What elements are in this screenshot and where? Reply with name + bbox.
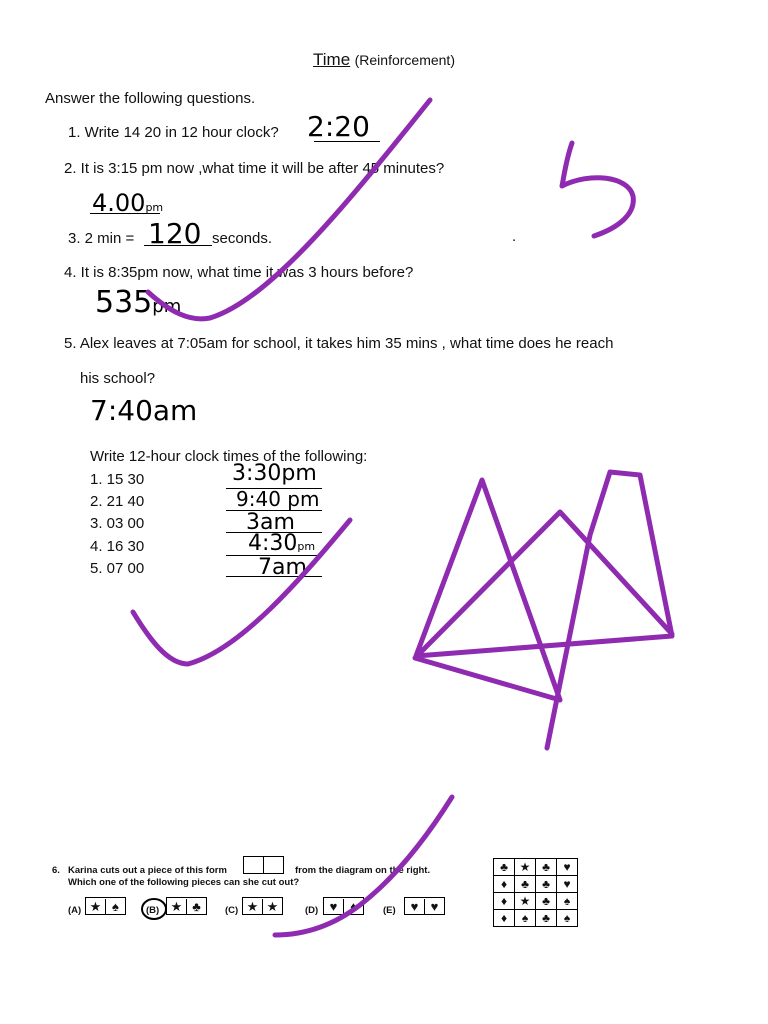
q6-form-shape — [243, 856, 284, 874]
option-label: (B) — [146, 905, 160, 916]
grid-cell: ♣ — [536, 876, 557, 893]
q6-line1a: Karina cuts out a piece of this form — [68, 865, 227, 876]
star-drawing — [415, 472, 672, 748]
score-five — [562, 143, 633, 236]
piece-symbol: ★ — [246, 899, 259, 914]
stray-dot: . — [512, 228, 517, 245]
piece-symbol: ★ — [170, 899, 183, 914]
grid-cell: ♠ — [515, 910, 536, 927]
grid-cell: ★ — [515, 893, 536, 910]
conversion-item-label: 3. 03 00 — [90, 515, 145, 532]
conversion-answer-value: 4:30 — [248, 531, 298, 556]
q6-line1b: from the diagram on the right. — [295, 865, 431, 876]
piece-symbol: ♥ — [424, 899, 444, 915]
piece-symbol: ★ — [262, 899, 282, 915]
piece-symbol: ♣ — [186, 899, 206, 915]
q6-symbol-grid — [493, 858, 578, 927]
piece-symbol: ★ — [89, 899, 102, 914]
answer-2-suffix: pm — [145, 201, 164, 214]
grid-cell: ♣ — [536, 893, 557, 910]
piece-symbol: ♥ — [329, 899, 338, 914]
conversion-item-label: 1. 15 30 — [90, 471, 145, 488]
conversion-heading: Write 12-hour clock times of the following: — [90, 448, 368, 465]
q6-number: 6. — [52, 865, 60, 876]
option-e-piece — [404, 897, 445, 915]
grid-cell: ♠ — [557, 893, 578, 910]
piece-symbol: ♥ — [410, 899, 419, 914]
grid-cell: ♥ — [557, 859, 578, 876]
conversion-item-label: 4. 16 30 — [90, 538, 145, 555]
answer-3: 120 — [148, 217, 202, 250]
answer-5: 7:40am — [90, 394, 198, 427]
question-1: 1. Write 14 20 in 12 hour clock? — [68, 124, 279, 141]
piece-symbol: ♦ — [343, 899, 363, 915]
question-2: 2. It is 3:15 pm now ,what time it will be after 45 minutes? — [64, 160, 445, 177]
grid-cell: ♣ — [536, 859, 557, 876]
question-4: 4. It is 8:35pm now, what time it was 3 hours before? — [64, 264, 414, 281]
option-label: (C) — [225, 905, 239, 916]
title-main: Time — [313, 50, 351, 69]
q6-line2: Which one of the following pieces can she cut out? — [68, 877, 300, 888]
grid-cell: ♠ — [557, 910, 578, 927]
option-c-piece — [242, 897, 283, 915]
option-label: (D) — [305, 905, 319, 916]
option-a-piece — [85, 897, 126, 915]
worksheet-title — [0, 50, 768, 70]
conversion-answer: 3am — [246, 510, 295, 535]
grid-cell: ♣ — [536, 910, 557, 927]
question-3-before: 3. 2 min = — [68, 230, 135, 247]
grid-cell: ★ — [515, 859, 536, 876]
conversion-answer: 7am — [258, 555, 307, 580]
checkmark-2 — [133, 520, 350, 664]
conversion-item-label: 2. 21 40 — [90, 493, 145, 510]
answer-4 — [95, 285, 181, 320]
answer-4-suffix: pm — [152, 296, 182, 317]
title-sub: (Reinforcement) — [354, 52, 455, 68]
conversion-answer: 3:30pm — [232, 461, 317, 486]
question-3-after: seconds. — [212, 230, 273, 247]
conversion-item-label: 5. 07 00 — [90, 560, 145, 577]
grid-cell: ♦ — [494, 876, 515, 893]
answer-2-value: 4.00 — [92, 189, 146, 217]
conversion-answer-suffix: pm — [297, 540, 316, 553]
option-b-piece — [166, 897, 207, 915]
answer-4-value: 535 — [95, 285, 153, 320]
answer-1: 2:20 — [307, 110, 370, 143]
piece-symbol: ♠ — [105, 899, 125, 915]
option-d-piece — [323, 897, 364, 915]
option-label: (E) — [383, 905, 396, 916]
grid-cell: ♦ — [494, 910, 515, 927]
grid-cell: ♣ — [515, 876, 536, 893]
question-5-line1: 5. Alex leaves at 7:05am for school, it takes him 35 mins , what time does he reach — [64, 335, 614, 352]
conversion-answer — [248, 531, 315, 556]
score-text — [562, 138, 563, 139]
instruction: Answer the following questions. — [45, 90, 256, 107]
grid-cell: ♣ — [494, 859, 515, 876]
grid-cell: ♦ — [494, 893, 515, 910]
question-5-line2: his school? — [80, 370, 156, 387]
answer-2 — [92, 189, 163, 217]
option-label: (A) — [68, 905, 82, 916]
grid-cell: ♥ — [557, 876, 578, 893]
conversion-answer: 9:40 pm — [236, 487, 320, 511]
